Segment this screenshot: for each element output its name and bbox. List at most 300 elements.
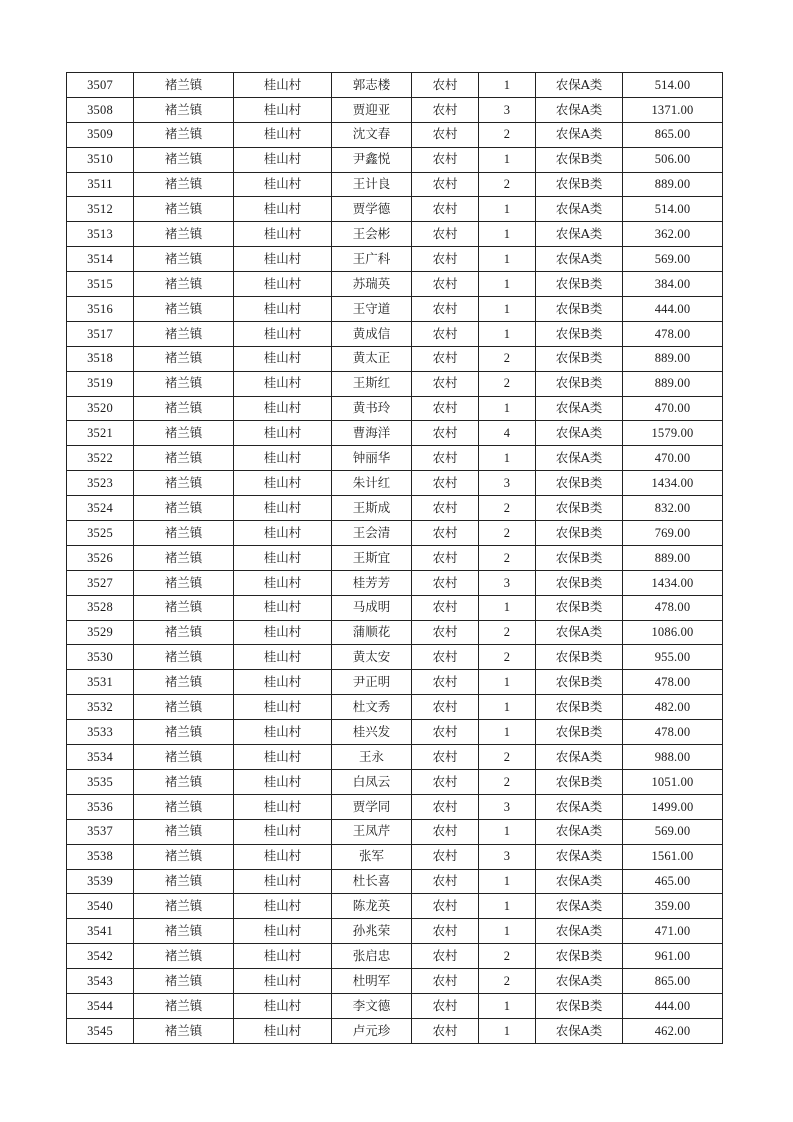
- cell-household-head: 黄成信: [332, 321, 412, 346]
- cell-town: 褚兰镇: [134, 396, 234, 421]
- cell-insurance-category: 农保B类: [536, 645, 623, 670]
- cell-amount: 1499.00: [623, 794, 723, 819]
- cell-amount: 955.00: [623, 645, 723, 670]
- cell-area-type: 农村: [412, 720, 479, 745]
- cell-person-count: 1: [479, 73, 536, 98]
- cell-insurance-category: 农保A类: [536, 73, 623, 98]
- cell-town: 褚兰镇: [134, 720, 234, 745]
- cell-amount: 478.00: [623, 720, 723, 745]
- cell-serial-number: 3545: [67, 1018, 134, 1043]
- table-row: [67, 346, 723, 371]
- table-row: [67, 595, 723, 620]
- cell-village: 桂山村: [234, 894, 332, 919]
- table-row: [67, 969, 723, 994]
- cell-area-type: 农村: [412, 919, 479, 944]
- cell-household-head: 马成明: [332, 595, 412, 620]
- cell-amount: 1086.00: [623, 620, 723, 645]
- cell-village: 桂山村: [234, 1018, 332, 1043]
- cell-village: 桂山村: [234, 297, 332, 322]
- cell-area-type: 农村: [412, 769, 479, 794]
- cell-insurance-category: 农保B类: [536, 371, 623, 396]
- cell-amount: 1371.00: [623, 97, 723, 122]
- table-row: [67, 321, 723, 346]
- cell-town: 褚兰镇: [134, 670, 234, 695]
- cell-town: 褚兰镇: [134, 695, 234, 720]
- table-row: [67, 97, 723, 122]
- cell-person-count: 1: [479, 720, 536, 745]
- cell-village: 桂山村: [234, 819, 332, 844]
- cell-insurance-category: 农保B类: [536, 346, 623, 371]
- cell-person-count: 2: [479, 346, 536, 371]
- cell-household-head: 桂兴发: [332, 720, 412, 745]
- cell-person-count: 4: [479, 421, 536, 446]
- table-row: [67, 297, 723, 322]
- cell-village: 桂山村: [234, 97, 332, 122]
- cell-amount: 359.00: [623, 894, 723, 919]
- cell-town: 褚兰镇: [134, 570, 234, 595]
- cell-person-count: 1: [479, 919, 536, 944]
- cell-amount: 514.00: [623, 73, 723, 98]
- cell-insurance-category: 农保A类: [536, 446, 623, 471]
- cell-insurance-category: 农保A类: [536, 247, 623, 272]
- cell-town: 褚兰镇: [134, 496, 234, 521]
- cell-town: 褚兰镇: [134, 97, 234, 122]
- cell-person-count: 3: [479, 570, 536, 595]
- cell-insurance-category: 农保A类: [536, 894, 623, 919]
- cell-town: 褚兰镇: [134, 919, 234, 944]
- cell-area-type: 农村: [412, 371, 479, 396]
- cell-area-type: 农村: [412, 595, 479, 620]
- cell-amount: 865.00: [623, 122, 723, 147]
- cell-serial-number: 3530: [67, 645, 134, 670]
- table-row: [67, 471, 723, 496]
- cell-village: 桂山村: [234, 521, 332, 546]
- beneficiary-table: [66, 72, 723, 1044]
- cell-amount: 444.00: [623, 297, 723, 322]
- cell-household-head: 郭志楼: [332, 73, 412, 98]
- table-row: [67, 496, 723, 521]
- cell-amount: 961.00: [623, 944, 723, 969]
- table-row: [67, 645, 723, 670]
- cell-amount: 471.00: [623, 919, 723, 944]
- table-row: [67, 794, 723, 819]
- cell-town: 褚兰镇: [134, 595, 234, 620]
- cell-town: 褚兰镇: [134, 321, 234, 346]
- cell-person-count: 1: [479, 297, 536, 322]
- cell-area-type: 农村: [412, 993, 479, 1018]
- cell-person-count: 2: [479, 944, 536, 969]
- cell-serial-number: 3543: [67, 969, 134, 994]
- cell-household-head: 贾学德: [332, 197, 412, 222]
- table-row: [67, 247, 723, 272]
- cell-person-count: 1: [479, 595, 536, 620]
- cell-person-count: 1: [479, 247, 536, 272]
- cell-village: 桂山村: [234, 346, 332, 371]
- cell-insurance-category: 农保B类: [536, 670, 623, 695]
- cell-area-type: 农村: [412, 794, 479, 819]
- cell-insurance-category: 农保A类: [536, 794, 623, 819]
- cell-amount: 462.00: [623, 1018, 723, 1043]
- cell-amount: 1434.00: [623, 471, 723, 496]
- cell-serial-number: 3521: [67, 421, 134, 446]
- cell-town: 褚兰镇: [134, 894, 234, 919]
- cell-village: 桂山村: [234, 869, 332, 894]
- cell-household-head: 黄太正: [332, 346, 412, 371]
- cell-household-head: 白凤云: [332, 769, 412, 794]
- cell-town: 褚兰镇: [134, 346, 234, 371]
- cell-town: 褚兰镇: [134, 769, 234, 794]
- cell-town: 褚兰镇: [134, 869, 234, 894]
- cell-amount: 514.00: [623, 197, 723, 222]
- cell-person-count: 1: [479, 446, 536, 471]
- table-row: [67, 371, 723, 396]
- cell-area-type: 农村: [412, 844, 479, 869]
- cell-amount: 889.00: [623, 371, 723, 396]
- cell-person-count: 3: [479, 471, 536, 496]
- cell-town: 褚兰镇: [134, 1018, 234, 1043]
- table-row: [67, 844, 723, 869]
- cell-serial-number: 3519: [67, 371, 134, 396]
- table-row: [67, 819, 723, 844]
- cell-household-head: 王凤芹: [332, 819, 412, 844]
- cell-area-type: 农村: [412, 321, 479, 346]
- cell-household-head: 孙兆荣: [332, 919, 412, 944]
- cell-village: 桂山村: [234, 620, 332, 645]
- cell-town: 褚兰镇: [134, 197, 234, 222]
- cell-village: 桂山村: [234, 794, 332, 819]
- cell-person-count: 3: [479, 97, 536, 122]
- cell-insurance-category: 农保B类: [536, 496, 623, 521]
- cell-town: 褚兰镇: [134, 446, 234, 471]
- cell-household-head: 苏瑞英: [332, 272, 412, 297]
- table-row: [67, 620, 723, 645]
- cell-amount: 865.00: [623, 969, 723, 994]
- cell-person-count: 1: [479, 993, 536, 1018]
- cell-insurance-category: 农保B类: [536, 471, 623, 496]
- cell-insurance-category: 农保A类: [536, 396, 623, 421]
- cell-amount: 478.00: [623, 595, 723, 620]
- table-row: [67, 172, 723, 197]
- cell-household-head: 王计良: [332, 172, 412, 197]
- cell-serial-number: 3520: [67, 396, 134, 421]
- cell-household-head: 王广科: [332, 247, 412, 272]
- cell-serial-number: 3529: [67, 620, 134, 645]
- cell-amount: 569.00: [623, 819, 723, 844]
- table-row: [67, 1018, 723, 1043]
- cell-town: 褚兰镇: [134, 297, 234, 322]
- cell-household-head: 朱计红: [332, 471, 412, 496]
- cell-town: 褚兰镇: [134, 645, 234, 670]
- cell-insurance-category: 农保B类: [536, 297, 623, 322]
- cell-person-count: 1: [479, 222, 536, 247]
- cell-village: 桂山村: [234, 545, 332, 570]
- cell-area-type: 农村: [412, 73, 479, 98]
- table-row: [67, 147, 723, 172]
- table-row: [67, 272, 723, 297]
- cell-amount: 1434.00: [623, 570, 723, 595]
- cell-amount: 889.00: [623, 545, 723, 570]
- cell-amount: 478.00: [623, 321, 723, 346]
- cell-village: 桂山村: [234, 745, 332, 770]
- cell-town: 褚兰镇: [134, 794, 234, 819]
- cell-area-type: 农村: [412, 172, 479, 197]
- cell-insurance-category: 农保B类: [536, 720, 623, 745]
- cell-household-head: 张启忠: [332, 944, 412, 969]
- table-row: [67, 446, 723, 471]
- cell-area-type: 农村: [412, 247, 479, 272]
- cell-household-head: 贾学同: [332, 794, 412, 819]
- cell-village: 桂山村: [234, 147, 332, 172]
- cell-area-type: 农村: [412, 695, 479, 720]
- cell-village: 桂山村: [234, 421, 332, 446]
- cell-person-count: 2: [479, 620, 536, 645]
- cell-person-count: 1: [479, 147, 536, 172]
- cell-amount: 769.00: [623, 521, 723, 546]
- table-row: [67, 745, 723, 770]
- cell-area-type: 农村: [412, 869, 479, 894]
- cell-area-type: 农村: [412, 421, 479, 446]
- cell-village: 桂山村: [234, 944, 332, 969]
- cell-household-head: 李文德: [332, 993, 412, 1018]
- cell-serial-number: 3510: [67, 147, 134, 172]
- table-row: [67, 670, 723, 695]
- cell-village: 桂山村: [234, 172, 332, 197]
- cell-insurance-category: 农保A类: [536, 1018, 623, 1043]
- cell-household-head: 杜文秀: [332, 695, 412, 720]
- table-row: [67, 993, 723, 1018]
- cell-area-type: 农村: [412, 122, 479, 147]
- cell-household-head: 桂芳芳: [332, 570, 412, 595]
- cell-town: 褚兰镇: [134, 247, 234, 272]
- cell-person-count: 2: [479, 371, 536, 396]
- cell-village: 桂山村: [234, 122, 332, 147]
- cell-person-count: 1: [479, 869, 536, 894]
- cell-village: 桂山村: [234, 73, 332, 98]
- cell-household-head: 杜明军: [332, 969, 412, 994]
- cell-household-head: 尹鑫悦: [332, 147, 412, 172]
- cell-amount: 470.00: [623, 396, 723, 421]
- cell-person-count: 2: [479, 172, 536, 197]
- cell-household-head: 蒲顺花: [332, 620, 412, 645]
- cell-insurance-category: 农保A类: [536, 919, 623, 944]
- cell-person-count: 1: [479, 670, 536, 695]
- cell-household-head: 黄太安: [332, 645, 412, 670]
- cell-area-type: 农村: [412, 545, 479, 570]
- cell-serial-number: 3534: [67, 745, 134, 770]
- cell-area-type: 农村: [412, 969, 479, 994]
- cell-household-head: 钟丽华: [332, 446, 412, 471]
- cell-area-type: 农村: [412, 346, 479, 371]
- cell-town: 褚兰镇: [134, 620, 234, 645]
- cell-amount: 384.00: [623, 272, 723, 297]
- cell-insurance-category: 农保A类: [536, 969, 623, 994]
- cell-serial-number: 3526: [67, 545, 134, 570]
- cell-town: 褚兰镇: [134, 993, 234, 1018]
- cell-village: 桂山村: [234, 321, 332, 346]
- cell-household-head: 沈文春: [332, 122, 412, 147]
- cell-town: 褚兰镇: [134, 172, 234, 197]
- cell-area-type: 农村: [412, 944, 479, 969]
- cell-household-head: 贾迎亚: [332, 97, 412, 122]
- cell-town: 褚兰镇: [134, 371, 234, 396]
- cell-serial-number: 3511: [67, 172, 134, 197]
- table-row: [67, 919, 723, 944]
- cell-person-count: 1: [479, 1018, 536, 1043]
- cell-area-type: 农村: [412, 496, 479, 521]
- cell-town: 褚兰镇: [134, 471, 234, 496]
- cell-person-count: 1: [479, 272, 536, 297]
- cell-village: 桂山村: [234, 645, 332, 670]
- cell-village: 桂山村: [234, 769, 332, 794]
- cell-person-count: 1: [479, 321, 536, 346]
- cell-insurance-category: 农保A类: [536, 421, 623, 446]
- cell-amount: 506.00: [623, 147, 723, 172]
- cell-serial-number: 3509: [67, 122, 134, 147]
- cell-person-count: 3: [479, 844, 536, 869]
- cell-amount: 1579.00: [623, 421, 723, 446]
- cell-household-head: 王永: [332, 745, 412, 770]
- cell-insurance-category: 农保B类: [536, 147, 623, 172]
- cell-area-type: 农村: [412, 670, 479, 695]
- cell-serial-number: 3541: [67, 919, 134, 944]
- cell-serial-number: 3531: [67, 670, 134, 695]
- cell-person-count: 1: [479, 396, 536, 421]
- cell-amount: 889.00: [623, 346, 723, 371]
- cell-insurance-category: 农保B类: [536, 272, 623, 297]
- cell-insurance-category: 农保B类: [536, 570, 623, 595]
- table-row: [67, 222, 723, 247]
- cell-serial-number: 3537: [67, 819, 134, 844]
- cell-village: 桂山村: [234, 471, 332, 496]
- table-row: [67, 421, 723, 446]
- cell-village: 桂山村: [234, 595, 332, 620]
- cell-insurance-category: 农保B类: [536, 769, 623, 794]
- cell-amount: 889.00: [623, 172, 723, 197]
- cell-household-head: 卢元珍: [332, 1018, 412, 1043]
- cell-insurance-category: 农保B类: [536, 595, 623, 620]
- cell-insurance-category: 农保B类: [536, 944, 623, 969]
- cell-amount: 1561.00: [623, 844, 723, 869]
- cell-insurance-category: 农保B类: [536, 545, 623, 570]
- cell-household-head: 王守道: [332, 297, 412, 322]
- cell-serial-number: 3539: [67, 869, 134, 894]
- cell-serial-number: 3517: [67, 321, 134, 346]
- table-row: [67, 521, 723, 546]
- cell-town: 褚兰镇: [134, 745, 234, 770]
- cell-village: 桂山村: [234, 570, 332, 595]
- cell-serial-number: 3544: [67, 993, 134, 1018]
- cell-village: 桂山村: [234, 396, 332, 421]
- cell-insurance-category: 农保A类: [536, 197, 623, 222]
- table-row: [67, 720, 723, 745]
- cell-serial-number: 3532: [67, 695, 134, 720]
- cell-insurance-category: 农保B类: [536, 321, 623, 346]
- cell-area-type: 农村: [412, 570, 479, 595]
- table-row: [67, 122, 723, 147]
- cell-insurance-category: 农保A类: [536, 97, 623, 122]
- cell-area-type: 农村: [412, 471, 479, 496]
- cell-village: 桂山村: [234, 272, 332, 297]
- cell-person-count: 2: [479, 769, 536, 794]
- cell-area-type: 农村: [412, 272, 479, 297]
- cell-area-type: 农村: [412, 197, 479, 222]
- cell-town: 褚兰镇: [134, 844, 234, 869]
- cell-household-head: 王斯宜: [332, 545, 412, 570]
- cell-town: 褚兰镇: [134, 969, 234, 994]
- cell-town: 褚兰镇: [134, 73, 234, 98]
- cell-insurance-category: 农保B类: [536, 695, 623, 720]
- cell-household-head: 王斯成: [332, 496, 412, 521]
- cell-town: 褚兰镇: [134, 944, 234, 969]
- cell-serial-number: 3514: [67, 247, 134, 272]
- cell-serial-number: 3533: [67, 720, 134, 745]
- cell-serial-number: 3542: [67, 944, 134, 969]
- cell-town: 褚兰镇: [134, 122, 234, 147]
- cell-person-count: 2: [479, 745, 536, 770]
- cell-area-type: 农村: [412, 521, 479, 546]
- cell-amount: 569.00: [623, 247, 723, 272]
- cell-insurance-category: 农保A类: [536, 222, 623, 247]
- cell-area-type: 农村: [412, 645, 479, 670]
- cell-serial-number: 3508: [67, 97, 134, 122]
- cell-town: 褚兰镇: [134, 147, 234, 172]
- cell-area-type: 农村: [412, 1018, 479, 1043]
- cell-area-type: 农村: [412, 446, 479, 471]
- cell-person-count: 3: [479, 794, 536, 819]
- cell-insurance-category: 农保B类: [536, 993, 623, 1018]
- cell-amount: 482.00: [623, 695, 723, 720]
- cell-person-count: 2: [479, 122, 536, 147]
- table-row: [67, 695, 723, 720]
- cell-household-head: 王会清: [332, 521, 412, 546]
- cell-area-type: 农村: [412, 297, 479, 322]
- cell-village: 桂山村: [234, 844, 332, 869]
- cell-serial-number: 3515: [67, 272, 134, 297]
- cell-insurance-category: 农保B类: [536, 172, 623, 197]
- table-row: [67, 769, 723, 794]
- cell-household-head: 陈龙英: [332, 894, 412, 919]
- cell-insurance-category: 农保A类: [536, 869, 623, 894]
- cell-town: 褚兰镇: [134, 545, 234, 570]
- table-row: [67, 545, 723, 570]
- table-row: [67, 396, 723, 421]
- cell-village: 桂山村: [234, 720, 332, 745]
- cell-amount: 465.00: [623, 869, 723, 894]
- cell-amount: 988.00: [623, 745, 723, 770]
- cell-serial-number: 3535: [67, 769, 134, 794]
- table-row: [67, 869, 723, 894]
- cell-town: 褚兰镇: [134, 421, 234, 446]
- cell-person-count: 2: [479, 496, 536, 521]
- cell-area-type: 农村: [412, 147, 479, 172]
- cell-insurance-category: 农保A类: [536, 620, 623, 645]
- cell-area-type: 农村: [412, 620, 479, 645]
- cell-area-type: 农村: [412, 819, 479, 844]
- cell-household-head: 杜长喜: [332, 869, 412, 894]
- cell-serial-number: 3507: [67, 73, 134, 98]
- cell-area-type: 农村: [412, 745, 479, 770]
- cell-village: 桂山村: [234, 222, 332, 247]
- cell-serial-number: 3527: [67, 570, 134, 595]
- cell-village: 桂山村: [234, 247, 332, 272]
- table-row: [67, 944, 723, 969]
- cell-serial-number: 3516: [67, 297, 134, 322]
- table-row: [67, 73, 723, 98]
- table-row: [67, 894, 723, 919]
- cell-insurance-category: 农保A类: [536, 819, 623, 844]
- cell-serial-number: 3540: [67, 894, 134, 919]
- table-body: [67, 73, 723, 1044]
